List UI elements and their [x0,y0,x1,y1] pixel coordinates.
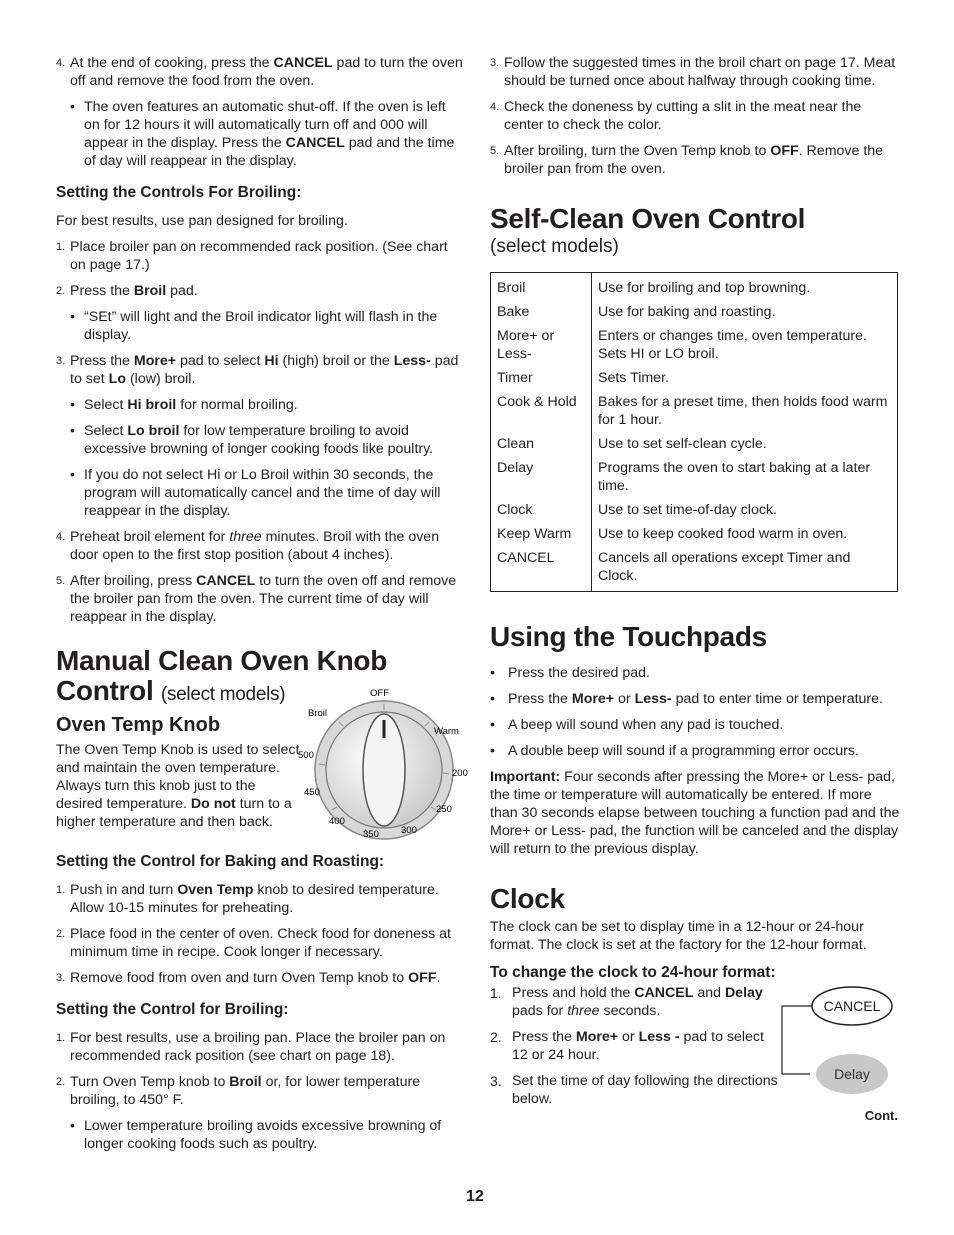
table-cell-function: Use to set time-of-day clock. [598,502,777,518]
continued-label: Cont. [864,1108,898,1123]
list-item: 5. After broiling, press CANCEL to turn the oven off and remove the broiler pan from the oven. The current time of day will reappear in the display. [56,573,457,625]
manual-clean-section [56,645,468,840]
list-item: 2. Press the More+ or Less - pad to select 12 or 24 hour. [490,1029,764,1063]
table-cell-pad: Cook & Hold [491,391,592,433]
clock-steps [490,984,902,1123]
pad-function-table [490,272,898,592]
list-item: • Select Hi broil for normal broiling. [70,397,298,413]
list-item: • The oven features an automatic shut-off. If the oven is left on for 12 hours it will automatically turn off and 000 will appear in the display. Press the CANCEL pad and the time of day will reappear in the display. [70,99,455,169]
pad-diagram [778,986,894,1106]
table-row [491,391,898,433]
knob-label-350: 350 [363,829,379,840]
important-note: Important: Four seconds after pressing the More+ or Less- pad, the time or temperature will automatically be entered. If more than 30 seconds elapse between touching a function pad and the More+ or Less- pad, the function will be canceled and the display will return to the previous display. [490,769,900,857]
table-row [491,499,898,523]
section-title-line2: Control [56,675,154,706]
page-number: 12 [466,1188,484,1205]
right-column [490,54,902,1123]
section-heading: Setting the Control for Baking and Roasting: [56,853,385,870]
list-item: 3. Press the More+ pad to select Hi (high) broil or the Less- pad to set Lo (low) broil. [56,353,459,387]
knob-label-off: OFF [370,688,389,699]
knob-label-450: 450 [304,787,320,798]
knob-label-500: 500 [298,750,314,761]
section-title: Clock [490,883,565,914]
list-item: 1. For best results, use a broiling pan. Place the broiler pan on recommended rack position (see chart on page 18). [56,1030,446,1064]
table-cell-pad: Delay [491,457,592,499]
cancel-pad-label: CANCEL [823,998,881,1014]
list-item: 4. Preheat broil element for three minutes. Broil with the oven door open to the first stop position (about 4 inches). [56,529,440,563]
table-row [491,301,898,325]
list-item: • Press the desired pad. [490,665,650,681]
subsection-title: Oven Temp Knob [56,714,221,736]
delay-pad-label: Delay [834,1066,870,1082]
section-heading: Setting the Control for Broiling: [56,1001,289,1018]
table-cell-pad: CANCEL [491,547,592,592]
table-cell-function: Use to set self-clean cycle. [598,436,767,452]
section-title: Self-Clean Oven Control [490,203,806,234]
list-item: • A double beep will sound if a programming error occurs. [490,743,859,759]
list-item: 3. Follow the suggested times in the broil chart on page 17. Meat should be turned once about halfway through cooking time. [490,55,896,89]
knob-label-broil: Broil [308,708,328,719]
table-cell-pad: Clean [491,433,592,457]
table-row [491,367,898,391]
table-row [491,547,898,592]
knob-label-300: 300 [401,825,417,836]
connector-line [782,1006,812,1074]
oven-temp-knob-diagram [294,682,474,852]
knob-label-warm: Warm [434,726,459,737]
table-cell-pad: More+ or Less- [491,325,592,367]
paragraph: For best results, use pan designed for broiling. [56,213,348,229]
knob-pointer [383,720,386,738]
list-item: 3. Remove food from oven and turn Oven Temp knob to OFF. [56,970,441,986]
table-cell-function: Enters or changes time, oven temperature. Sets HI or LO broil. [598,328,867,362]
table-cell-function: Use for baking and roasting. [598,304,776,320]
list-item: • A beep will sound when any pad is touched. [490,717,784,733]
select-models-label: (select models) [490,236,619,257]
list-item: 2. Place food in the center of oven. Check food for doneness at minimum time in recipe. Cook longer if necessary. [56,926,451,960]
knob-label-200: 200 [452,768,468,779]
knob-label-250: 250 [436,804,452,815]
list-item: 5. After broiling, turn the Oven Temp knob to OFF. Remove the broiler pan from the oven. [490,143,884,177]
table-cell-pad: Timer [491,367,592,391]
table-cell-function: Sets Timer. [598,370,669,386]
list-item: 4. Check the doneness by cutting a slit in the meat near the center to check the color. [490,99,862,133]
table-row [491,433,898,457]
list-item: 2. Turn Oven Temp knob to Broil or, for lower temperature broiling, to 450° F. [56,1074,421,1108]
table-cell-pad: Clock [491,499,592,523]
left-column [56,54,468,1161]
table-row [491,273,898,302]
table-row [491,457,898,499]
list-item: • “SEt” will light and the Broil indicator light will flash in the display. [70,309,438,343]
paragraph: The Oven Temp Knob is used to select and maintain the oven temperature. Always turn this knob just to the desired temperature. Do not turn to a higher temperature and then back. [56,742,300,830]
list-item: • Select Lo broil for low temperature broiling to avoid excessive browning of longer cooking foods like poultry. [70,423,434,457]
table-cell-function: Cancels all operations except Timer and Clock. [598,550,851,584]
paragraph: The clock can be set to display time in a 12-hour or 24-hour format. The clock is set at the factory for the 12-hour format. [490,919,867,953]
list-item: 1. Push in and turn Oven Temp knob to desired temperature. Allow 10-15 minutes for preheating. [56,882,439,916]
list-item: 1. Place broiler pan on recommended rack position. (See chart on page 17.) [56,239,448,273]
table-cell-pad: Keep Warm [491,523,592,547]
section-title: Manual Clean Oven Knob [56,645,387,676]
list-item: 2. Press the Broil pad. [56,283,198,299]
table-cell-function: Use for broiling and top browning. [598,280,811,296]
table-cell-pad: Broil [491,273,592,302]
table-cell-function: Use to keep cooked food warm in oven. [598,526,848,542]
list-item: • Lower temperature broiling avoids excessive browning of longer cooking foods such as poultry. [70,1118,442,1152]
list-item: 4. At the end of cooking, press the CANCEL pad to turn the oven off and remove the food from the oven. [56,55,463,89]
list-item: • If you do not select Hi or Lo Broil within 30 seconds, the program will automatically cancel and the time of day will reappear in the display. [70,467,441,519]
section-heading: Setting the Controls For Broiling: [56,184,302,201]
table-row [491,325,898,367]
list-item: • Press the More+ or Less- pad to enter time or temperature. [490,691,883,707]
table-cell-function: Programs the oven to start baking at a later time. [598,460,871,494]
section-heading: To change the clock to 24-hour format: [490,964,776,981]
table-row [491,523,898,547]
list-item: 3. Set the time of day following the directions below. [490,1073,778,1107]
table-cell-pad: Bake [491,301,592,325]
section-title: Using the Touchpads [490,621,767,652]
list-item: 1. Press and hold the CANCEL and Delay pads for three seconds. [490,985,763,1019]
select-models-label: (select models) [160,684,286,705]
knob-label-400: 400 [329,816,345,827]
table-cell-function: Bakes for a preset time, then holds food warm for 1 hour. [598,394,888,428]
